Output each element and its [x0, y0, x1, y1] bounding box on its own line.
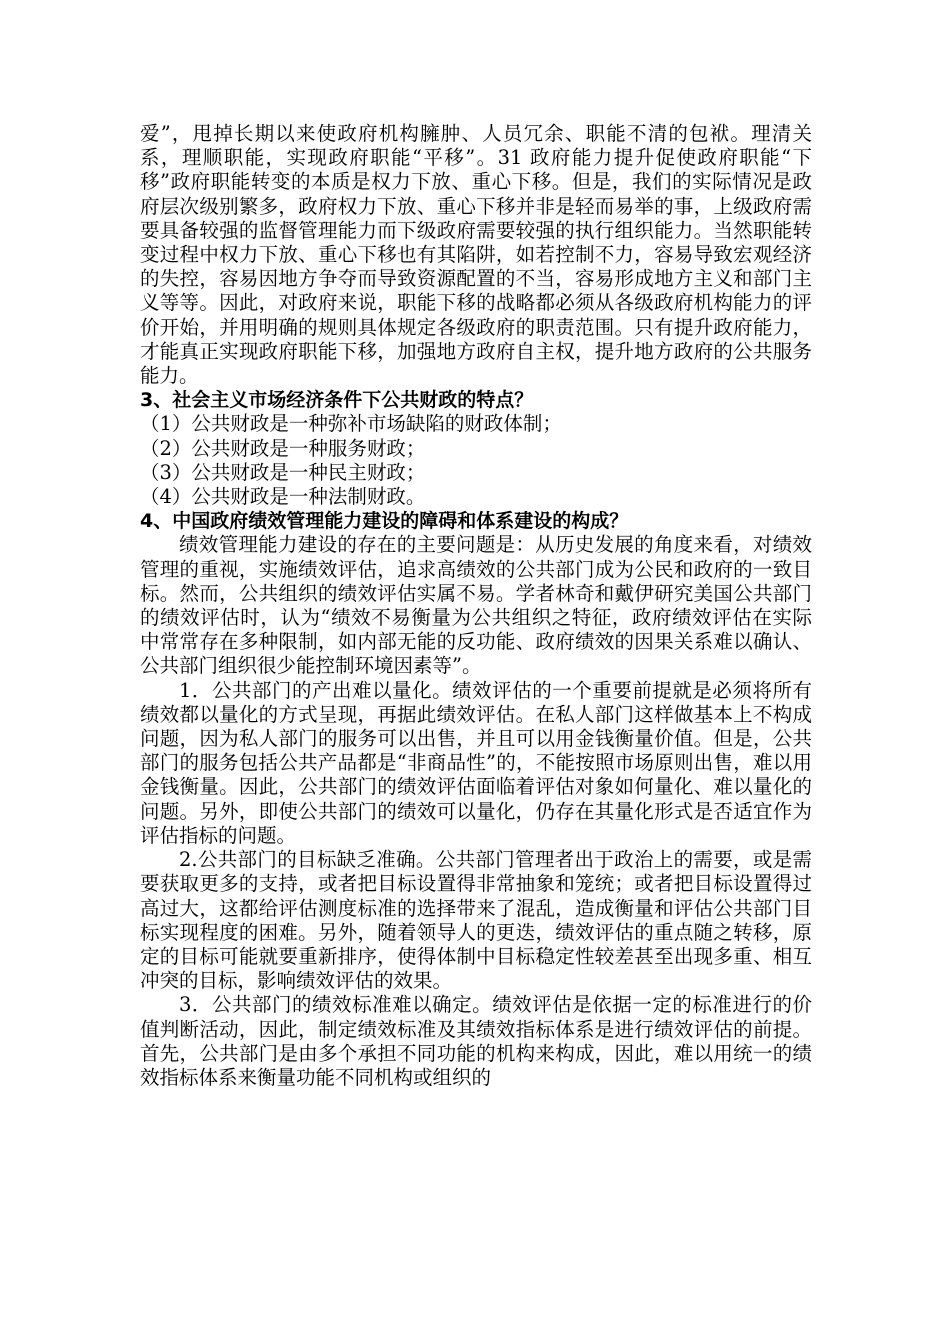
list-item: （4）公共财政是一种法制财政。 [140, 485, 426, 509]
list-item: （3）公共财政是一种民主财政； [140, 460, 426, 484]
document-page [140, 122, 812, 1090]
paragraph-point-1: 1．公共部门的产出难以量化。绩效评估的一个重要前提就是必须将所有绩效都以量化的方式呈现，再据此绩效评估。在私人部门这样做基本上不构成问题，因为私人部门的服务可以出售，并且可以用金钱衡量价值。但是，公共部门的服务包括公共产品都是“非商品性”的，不能按照市场原则出售，难以用金钱衡量。因此，公共部门的绩效评估面临着评估对象如何量化、难以量化的问题。另外，即使公共部门的绩效可以量化，仍存在其量化形式是否适宜作为评估指标的问题。 [140, 678, 812, 847]
list-item: （2）公共财政是一种服务财政； [140, 436, 426, 460]
heading-question-4: 4、中国政府绩效管理能力建设的障碍和体系建设的构成？ [140, 510, 629, 533]
paragraph-point-3: 3．公共部门的绩效标准难以确定。绩效评估是依据一定的标准进行的价值判断活动，因此，制定绩效标准及其绩效指标体系是进行绩效评估的前提。首先，公共部门是由多个承担不同功能的机构来构成，因此，难以用统一的绩效指标体系来衡量功能不同机构或组织的 [140, 993, 812, 1089]
paragraph-point-2: 2.公共部门的目标缺乏准确。公共部门管理者出于政治上的需要，或是需要获取更多的支持，或者把目标设置得非常抽象和笼统；或者把目标设置得过高过大，这都给评估测度标准的选择带来了混乱，造成衡量和评估公共部门目标实现程度的困难。另外，随着领导人的更迭，绩效评估的重点随之转移，原定的目标可能就要重新排序，使得体制中目标稳定性较差甚至出现多重、相互冲突的目标，影响绩效评估的效果。 [140, 848, 812, 993]
list-item: （1）公共财政是一种弥补市场缺陷的财政体制； [140, 412, 562, 436]
heading-question-3: 3、社会主义市场经济条件下公共财政的特点？ [140, 389, 534, 412]
paragraph-main-problems: 绩效管理能力建设的存在的主要问题是：从历史发展的角度来看，对绩效管理的重视，实施绩效评估，追求高绩效的公共部门成为公民和政府的一致目标。然而，公共组织的绩效评估实属不易。学者林奇和戴伊研究美国公共部门的绩效评估时，认为“绩效不易衡量为公共组织之特征，政府绩效评估在实际中常常存在多种限制，如内部无能的反功能、政府绩效的因果关系难以确认、公共部门组织很少能控制环境因素等”。 [140, 533, 812, 678]
paragraph-government-functions: 爱”，甩掉长期以来使政府机构臃肿、人员冗余、职能不清的包袱。理清关系，理顺职能，实现政府职能“平移”。31 政府能力提升促使政府职能“下移”政府职能转变的本质是权力下放、重心下移。但是，我们的实际情况是政府层次级别繁多，政府权力下放、重心下移并非是轻而易举的事，上级政府需要具备较强的监督管理能力而下级政府需要较强的执行组织能力。当然职能转变过程中权力下放、重心下移也有其陷阱，如若控制不力，容易导致宏观经济的失控，容易因地方争夺而导致资源配置的不当，容易形成地方主义和部门主义等等。因此，对政府来说，职能下移的战略都必须从各级政府机构能力的评价开始，并用明确的规则具体规定各级政府的职责范围。只有提升政府能力，才能真正实现政府职能下移，加强地方政府自主权，提升地方政府的公共服务能力。 [140, 122, 812, 388]
